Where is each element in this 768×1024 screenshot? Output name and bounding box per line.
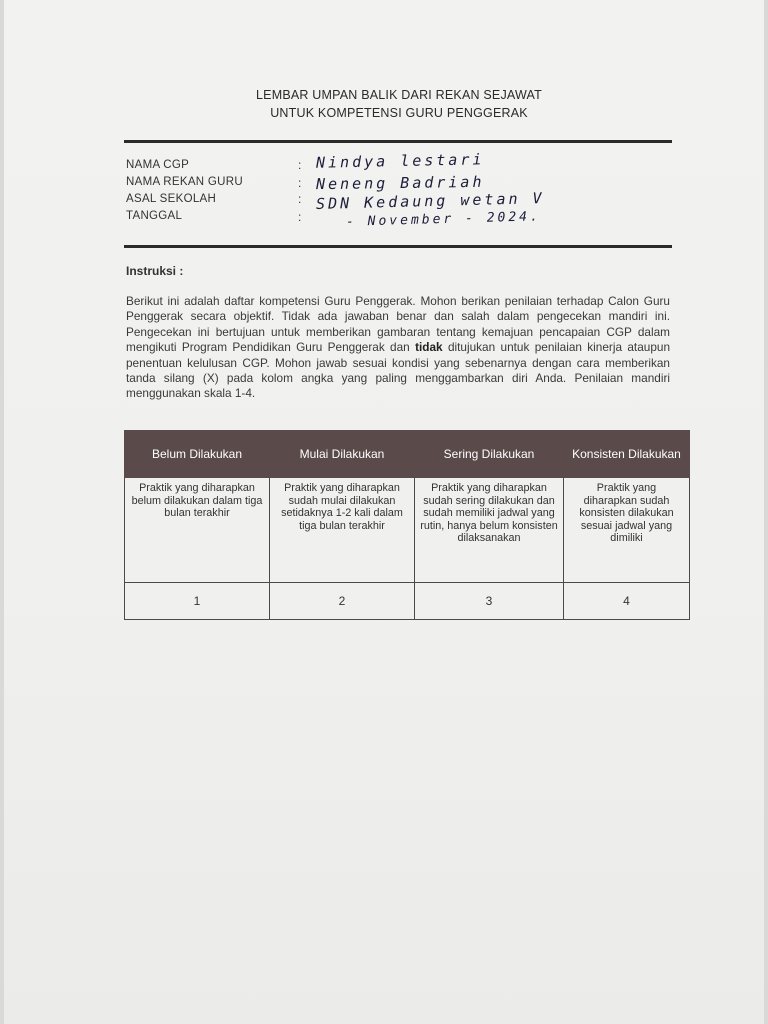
- header-sering-dilakukan: Sering Dilakukan: [415, 431, 564, 478]
- instructions-heading: Instruksi :: [126, 264, 184, 278]
- header-divider-top: [124, 140, 672, 143]
- document-title-line1: LEMBAR UMPAN BALIK DARI REKAN SEJAWAT: [256, 88, 542, 102]
- description-mulai-dilakukan: Praktik yang diharapkan sudah mulai dilakukan setidaknya 1-2 kali dalam tiga bulan terakhir: [270, 478, 415, 583]
- rating-scale-table: [124, 430, 690, 620]
- scale-number-3: 3: [415, 583, 564, 620]
- scale-number-1: 1: [125, 583, 270, 620]
- header-divider-bottom: [124, 245, 672, 248]
- header-mulai-dilakukan: Mulai Dilakukan: [270, 431, 415, 478]
- instructions-text-part1: Berikut ini adalah daftar kompetensi Guru Penggerak. Mohon berikan penilaian terhadap Calon Guru Penggerak secara objektif. Tidak ada jawaban benar dan salah dalam pengecekan mandiri ini. Pengecekan ini bertujuan untuk memberikan gambaran tentang kemajuan pencapaian CGP dalam mengikuti Program Pendidikan Guru Penggerak dan: [126, 294, 670, 355]
- scale-number-2: 2: [270, 583, 415, 620]
- field-label-nama-cgp: NAMA CGP: [126, 159, 190, 171]
- document-page: [4, 0, 764, 1024]
- instructions-text: [126, 294, 670, 402]
- field-label-nama-rekan-guru: NAMA REKAN GURU: [126, 176, 243, 188]
- description-belum-dilakukan: Praktik yang diharapkan belum dilakukan dalam tiga bulan terakhir: [125, 478, 270, 583]
- description-konsisten-dilakukan: Praktik yang diharapkan sudah konsisten dilakukan sesuai jadwal yang dimiliki: [564, 478, 690, 583]
- field-colon: :: [298, 158, 302, 172]
- handwritten-asal-sekolah: SDN Kedaung wetan V: [315, 189, 545, 213]
- scale-number-4: 4: [564, 583, 690, 620]
- field-colon: :: [298, 210, 302, 224]
- table-description-row: [125, 478, 690, 583]
- table-header-row: [125, 431, 690, 478]
- field-label-tanggal: TANGGAL: [126, 210, 183, 222]
- description-sering-dilakukan: Praktik yang diharapkan sudah sering dilakukan dan sudah memiliki jadwal yang rutin, hanya belum konsisten dilaksanakan: [415, 478, 564, 583]
- field-label-asal-sekolah: ASAL SEKOLAH: [126, 193, 217, 205]
- handwritten-nama-cgp: Nindya lestari: [315, 150, 485, 172]
- table-number-row: [125, 583, 690, 620]
- handwritten-nama-rekan-guru: Neneng Badriah: [315, 172, 485, 194]
- handwritten-tanggal: - November - 2024.: [345, 209, 542, 230]
- header-konsisten-dilakukan: Konsisten Dilakukan: [564, 431, 690, 478]
- field-colon: :: [298, 192, 302, 206]
- field-colon: :: [298, 176, 302, 190]
- document-title-line2: UNTUK KOMPETENSI GURU PENGGERAK: [270, 106, 528, 120]
- header-belum-dilakukan: Belum Dilakukan: [125, 431, 270, 478]
- instructions-text-part2: ditujukan untuk penilaian kinerja ataupun penentuan kelulusan CGP. Mohon jawab sesuai kondisi yang sebenarnya dengan cara memberikan tanda silang (X) pada kolom angka yang paling menggambarkan diri Anda. Penilaian mandiri menggunakan skala 1-4.: [126, 340, 670, 401]
- instructions-text-bold: tidak: [415, 340, 443, 355]
